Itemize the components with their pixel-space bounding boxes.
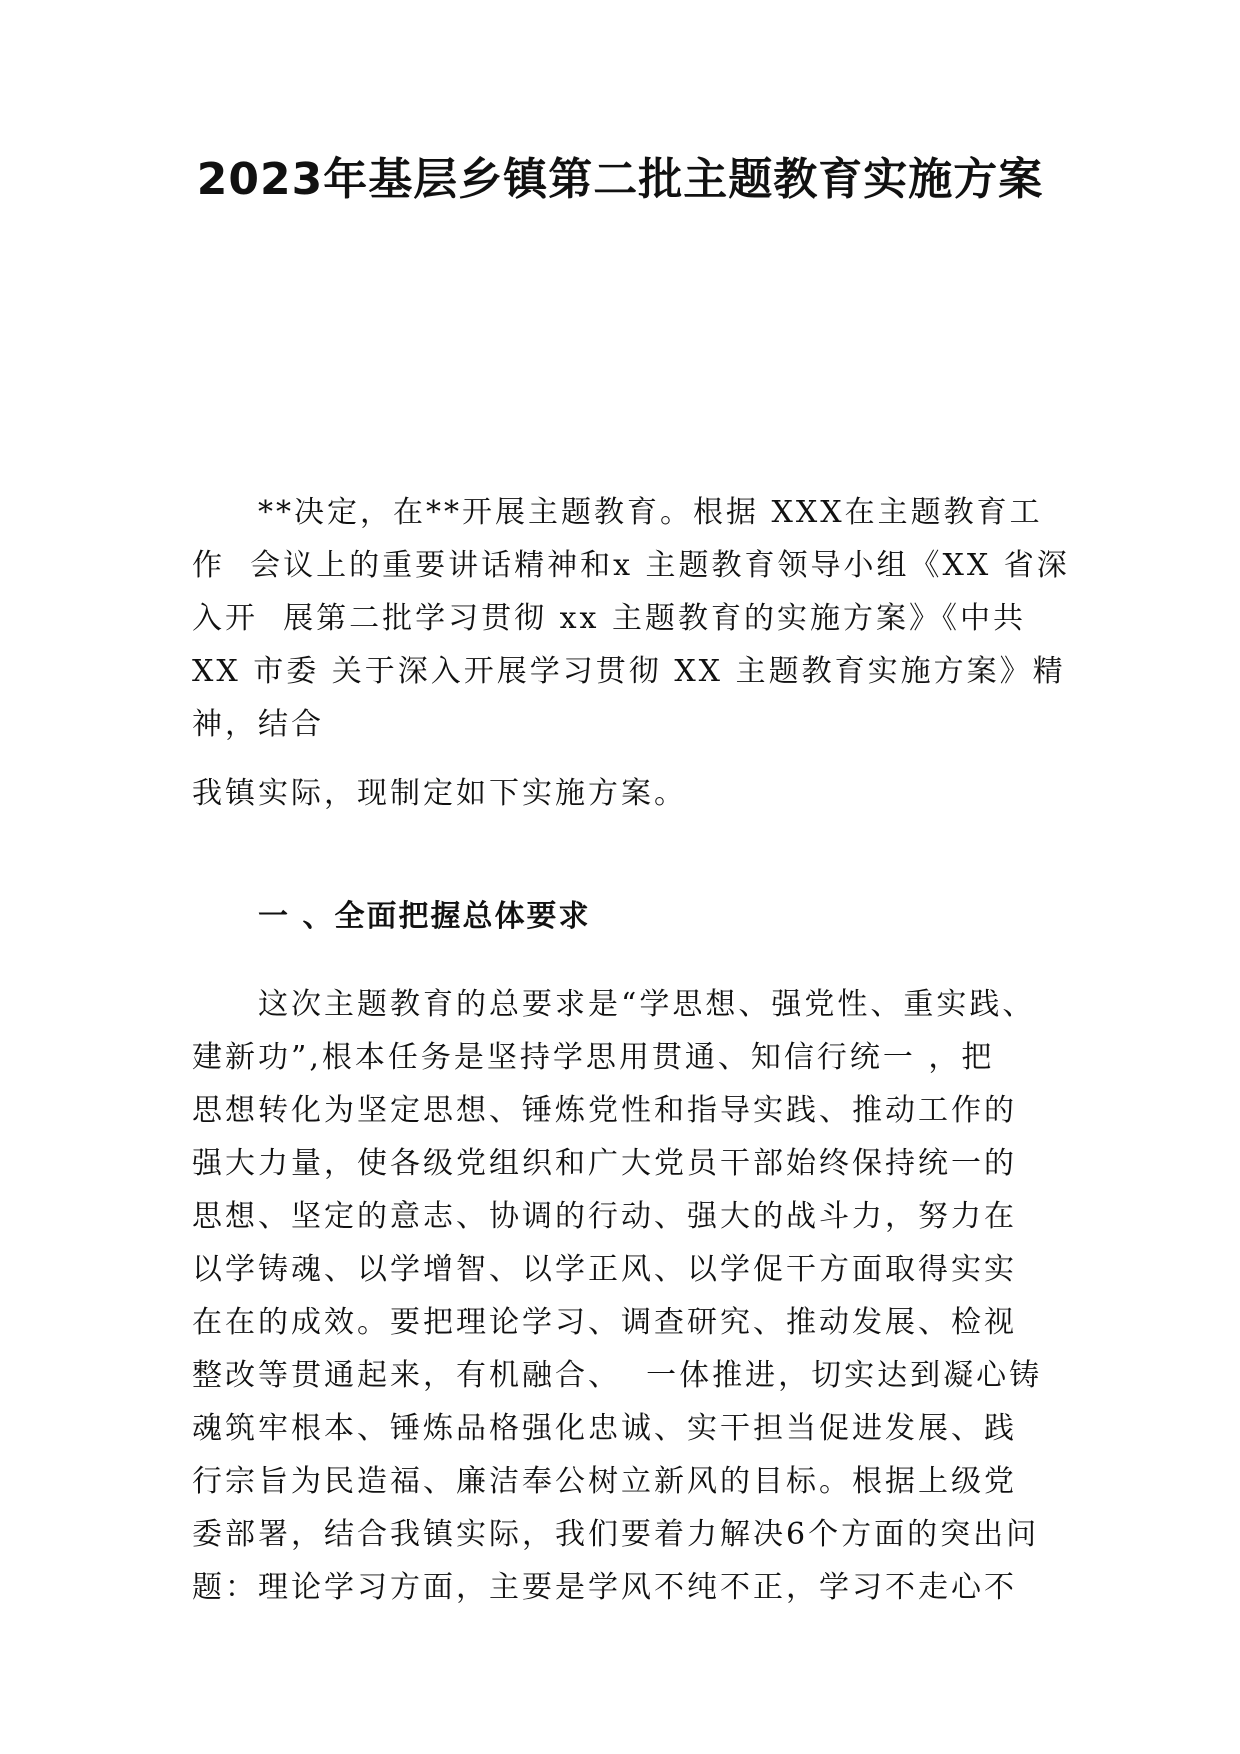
section-1-line-5: 思想、坚定的意志、协调的行动、强大的战斗力，努力在: [192, 1199, 1017, 1234]
section-1-line-4: 强大力量，使各级党组织和广大党员干部始终保持统一的: [192, 1146, 1017, 1181]
section-1-heading: 一 、全面把握总体要求: [258, 899, 591, 934]
document-title: 2023年基层乡镇第二批主题教育实施方案: [196, 154, 1044, 205]
intro-line-3: 入开 展第二批学习贯彻 xx 主题教育的实施方案》《中共: [192, 601, 1026, 636]
intro-line-2: 作 会议上的重要讲话精神和x 主题教育领导小组《XX 省深: [192, 548, 1070, 583]
intro-line-5: 神，结合: [192, 707, 324, 742]
section-1-line-2: 建新功”,根本任务是坚持学思用贯通、知信行统一 ，把: [192, 1040, 995, 1075]
intro-line-4: XX 市委 关于深入开展学习贯彻 XX 主题教育实施方案》精: [192, 654, 1066, 689]
section-1-line-1: 这次主题教育的总要求是“学思想、强党性、重实践、: [258, 987, 1036, 1022]
section-1-line-3: 思想转化为坚定思想、锤炼党性和指导实践、推动工作的: [192, 1093, 1017, 1128]
intro-line-1: **决定，在**开展主题教育。根据 XXX在主题教育工: [258, 495, 1043, 530]
section-1-line-11: 委部署，结合我镇实际，我们要着力解决6个方面的突出问: [192, 1517, 1040, 1552]
section-1-line-6: 以学铸魂、以学增智、以学正风、以学促干方面取得实实: [192, 1252, 1017, 1287]
section-1-line-12: 题：理论学习方面，主要是学风不纯不正，学习不走心不: [192, 1570, 1017, 1605]
section-1-line-8: 整改等贯通起来，有机融合、 一体推进，切实达到凝心铸: [192, 1358, 1043, 1393]
section-1-line-9: 魂筑牢根本、锤炼品格强化忠诚、实干担当促进发展、践: [192, 1411, 1017, 1446]
section-1-line-10: 行宗旨为民造福、廉洁奉公树立新风的目标。根据上级党: [192, 1464, 1017, 1499]
intro-line-6: 我镇实际，现制定如下实施方案。: [192, 776, 687, 811]
section-1-line-7: 在在的成效。要把理论学习、调查研究、推动发展、检视: [192, 1305, 1017, 1340]
